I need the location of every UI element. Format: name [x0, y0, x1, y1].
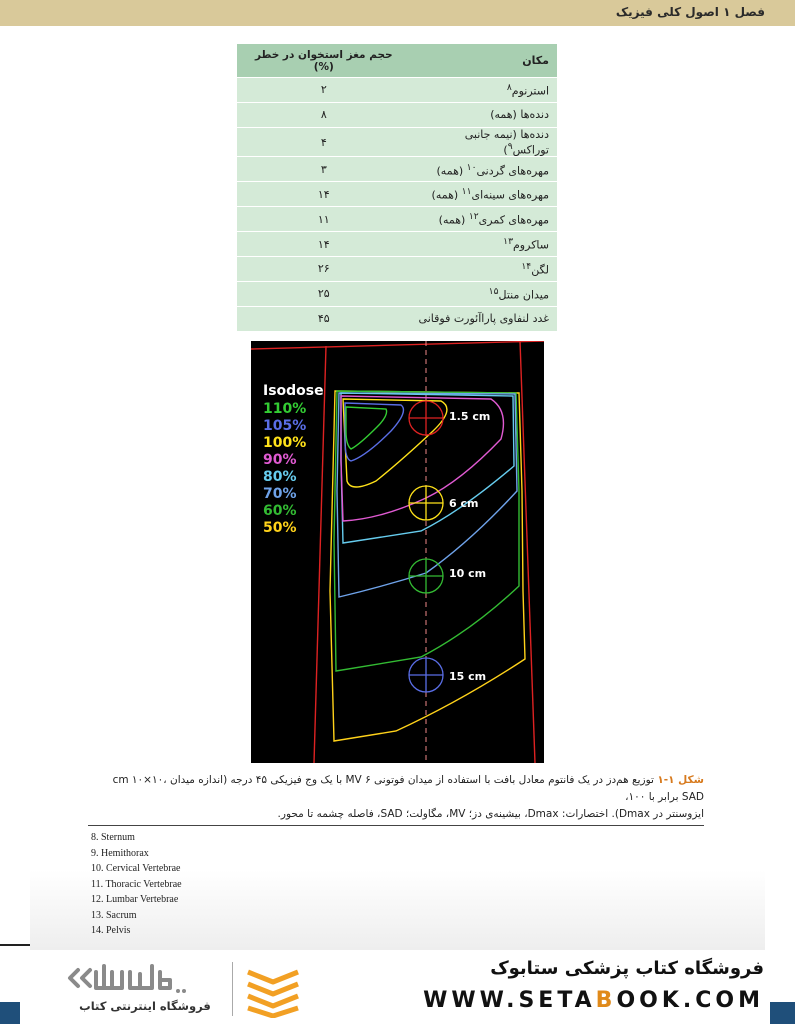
legend-title: Isodose — [263, 383, 324, 399]
value-cell: ۸ — [237, 102, 411, 127]
right-accent-bar — [770, 1002, 795, 1024]
table-row — [237, 281, 557, 306]
isodose-plot — [251, 341, 544, 763]
chapter-title: فصل ۱ اصول کلی فیزیک — [615, 5, 765, 19]
legend-entry: 100% — [263, 435, 307, 451]
site-cell: استرنوم$^۸$ — [411, 78, 557, 103]
site-cell: دنده‌ها (همه) — [411, 102, 557, 127]
isodose-105-contour — [345, 403, 403, 461]
bone-marrow-table — [237, 44, 557, 331]
value-cell: ۲۵ — [237, 281, 411, 306]
value-cell: ۴ — [237, 127, 411, 157]
site-cell: ساکروم$^{۱۳}$ — [411, 232, 557, 257]
page-rule — [0, 944, 30, 946]
legend-entry: 105% — [263, 418, 307, 434]
caption-text: توزیع هم‌دز در یک فانتوم معادل بافت با استفاده از میدان فوتونی ۶ MV با یک وج فیزیکی ۴۵ درجه (اندازه میدان cm ۱۰×۱۰، SAD برابر با ۱۰۰، — [112, 774, 704, 803]
table-row — [237, 157, 557, 182]
footnote-item: 11. Thoracic Vertebrae — [91, 878, 182, 890]
depth-marker-15cm — [409, 658, 443, 692]
store-url[interactable]: WWW.SETABOOK.COM — [423, 988, 764, 1013]
footnote-list — [91, 830, 182, 939]
site-cell: مهره‌های سینه‌ای$^{۱۱}$ (همه) — [411, 182, 557, 207]
legend-entry: 90% — [263, 452, 297, 468]
footnote-item: 12. Lumbar Vertebrae — [91, 894, 179, 905]
footnote-item: 10. Cervical Vertebrae — [91, 863, 181, 874]
legend-entry: 60% — [263, 503, 297, 519]
depth-label: 10 cm — [449, 567, 487, 580]
isodose-legend — [263, 383, 324, 536]
table-row — [237, 78, 557, 103]
value-cell: ۳ — [237, 157, 411, 182]
site-cell: لگن$^{۱۴}$ — [411, 257, 557, 282]
table-header-row — [237, 44, 557, 78]
table-row — [237, 182, 557, 207]
depth-label: 6 cm — [449, 497, 479, 510]
left-accent-bar — [0, 1002, 20, 1024]
isodose-70-contour — [337, 393, 517, 597]
caption-line: ایزوسنتر در Dmax). اختصارات: Dmax، بیشینه‌ی دز؛ MV، مگاولت؛ SAD، فاصله چشمه تا محور. — [277, 808, 704, 820]
volume-column-header: حجم مغز استخوان در خطر (%) — [237, 44, 411, 78]
site-cell: غدد لنفاوی پاراآئورت فوقانی — [411, 306, 557, 330]
table-row — [237, 306, 557, 330]
footnote-divider — [88, 825, 704, 826]
logo-subtitle: فروشگاه اینترنتی کتاب — [79, 999, 211, 1013]
footnote-item: 8. Sternum — [91, 832, 135, 843]
value-cell: ۴۵ — [237, 306, 411, 330]
legend-entry: 50% — [263, 520, 297, 536]
depth-label: 1.5 cm — [449, 410, 491, 423]
store-name: فروشگاه کتاب پزشکی ستابوک — [490, 958, 764, 979]
field-top-line — [251, 341, 544, 349]
isodose-lines — [330, 391, 525, 741]
setabook-logo — [66, 958, 190, 998]
caption-label: شکل ۱-۱ — [657, 774, 704, 786]
logo-separator — [232, 962, 233, 1016]
value-cell: ۱۴ — [237, 182, 411, 207]
table-row — [237, 127, 557, 157]
legend-entry: 80% — [263, 469, 297, 485]
page-header — [0, 0, 795, 26]
table-row — [237, 257, 557, 282]
value-cell: ۲ — [237, 78, 411, 103]
depth-marker-10cm — [409, 559, 443, 593]
isodose-figure — [251, 341, 544, 763]
footnote-item: 9. Hemithorax — [91, 847, 149, 859]
field-left-edge — [314, 346, 326, 763]
site-cell: مهره‌های کمری$^{۱۲}$ (همه) — [411, 207, 557, 232]
table-row — [237, 232, 557, 257]
site-cell: مهره‌های گردنی$^{۱۰}$ (همه) — [411, 157, 557, 182]
isodose-110-contour — [346, 407, 387, 449]
value-cell: ۱۱ — [237, 207, 411, 232]
site-cell: میدان منتل$^{۱۵}$ — [411, 281, 557, 306]
depth-marker-1-5cm — [409, 401, 443, 435]
legend-entry: 70% — [263, 486, 297, 502]
depth-marker-6cm — [409, 486, 443, 520]
footnote-item: 13. Sacrum — [91, 909, 137, 921]
book-stack-logo-icon — [242, 966, 304, 1018]
value-cell: ۱۴ — [237, 232, 411, 257]
table-row — [237, 102, 557, 127]
depth-label: 15 cm — [449, 670, 487, 683]
footnote-item: 14. Pelvis — [91, 925, 131, 936]
value-cell: ۲۶ — [237, 257, 411, 282]
table-row — [237, 207, 557, 232]
site-column-header: مکان — [411, 44, 557, 78]
legend-entry: 110% — [263, 401, 307, 417]
figure-caption — [88, 772, 704, 823]
caption-line — [88, 772, 704, 806]
site-cell: دنده‌ها (نیمه جانبی توراکس$^۹$) — [411, 127, 557, 157]
